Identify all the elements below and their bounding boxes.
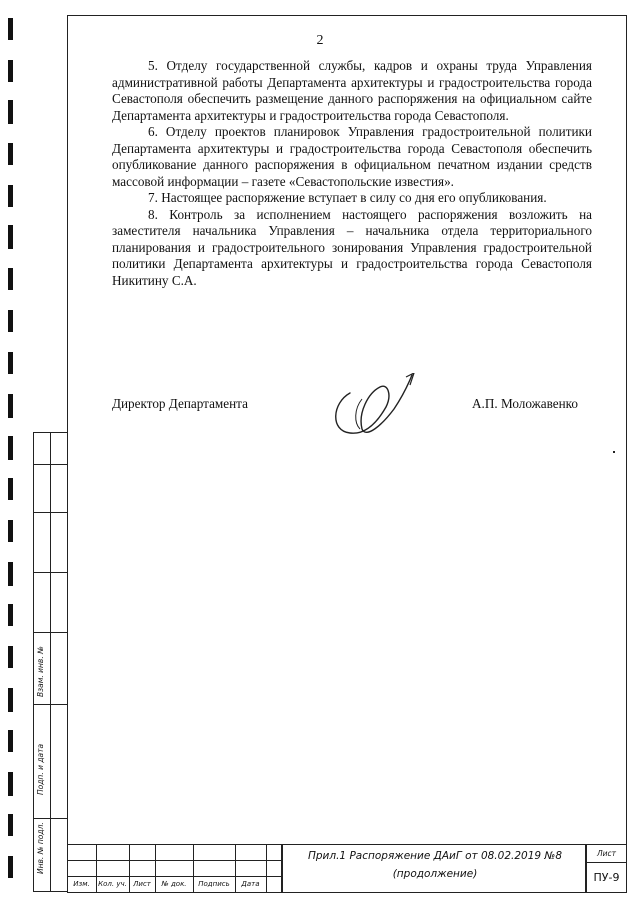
scan-edge-mark bbox=[8, 856, 13, 878]
document-title: Прил.1 Распоряжение ДАиГ от 08.02.2019 №8 bbox=[308, 850, 562, 862]
scan-edge-mark bbox=[8, 268, 13, 290]
scan-edge-mark bbox=[8, 225, 13, 249]
signer-position: Директор Департамента bbox=[112, 396, 248, 411]
page-number: 2 bbox=[316, 33, 324, 48]
sheet-label: Лист bbox=[596, 849, 616, 858]
scan-edge-mark bbox=[8, 436, 13, 460]
sign-date-label: Подп. и дата bbox=[36, 743, 45, 795]
paragraph-6: 6. Отделу проектов планировок Управления градостроительной политики Департамента архитектуры и градостроительства города Севастополя обеспечить опубликование данного распоряжения в официальном печатном издании средств массовой информации – газете «Севастопольские известия». bbox=[112, 124, 592, 189]
tb-header-list: Лист bbox=[133, 880, 151, 888]
scan-edge-mark bbox=[8, 60, 13, 82]
scan-edge-mark bbox=[8, 185, 13, 207]
handwritten-signature bbox=[322, 373, 422, 443]
scan-edge-mark bbox=[8, 143, 13, 165]
tb-row-line bbox=[67, 860, 281, 861]
scan-edge-mark bbox=[8, 772, 13, 796]
tb-header-date: Дата bbox=[241, 880, 260, 888]
scan-edge-mark bbox=[8, 688, 13, 712]
scan-edge-mark bbox=[8, 562, 13, 586]
scan-edge-mark bbox=[8, 730, 13, 752]
tb-col-line bbox=[266, 844, 267, 893]
tb-header-kol-uch: Кол. уч. bbox=[98, 880, 127, 888]
tb-header-doc-no: № док. bbox=[161, 880, 187, 888]
scan-edge-mark bbox=[8, 646, 13, 668]
tb-col-line bbox=[281, 844, 283, 893]
side-cell-1 bbox=[33, 432, 67, 465]
side-cell-2 bbox=[33, 464, 67, 513]
tb-row-line bbox=[67, 876, 281, 877]
scan-edge-mark bbox=[8, 604, 13, 626]
scan-edge-mark bbox=[8, 520, 13, 542]
side-cell-4 bbox=[33, 572, 67, 633]
scan-edge-mark bbox=[8, 100, 13, 124]
scan-edge-mark bbox=[8, 478, 13, 500]
tb-sheet-line bbox=[585, 862, 627, 863]
inv-original-label: Инв. № подл. bbox=[36, 822, 45, 874]
scan-edge-mark bbox=[8, 310, 13, 332]
paragraph-5: 5. Отделу государственной службы, кадров и охраны труда Управления административной работы Департамента архитектуры и градостроительства города Севастополя обеспечить размещение данного распоряжения на официальном сайте Департамента архитектуры и градостроительства города Севастополя. bbox=[112, 58, 592, 123]
tb-header-signature: Подпись bbox=[198, 880, 230, 888]
document-subtitle: (продолжение) bbox=[392, 868, 478, 880]
scan-edge-mark bbox=[8, 814, 13, 836]
document-body bbox=[112, 58, 592, 289]
stray-dot bbox=[613, 451, 615, 453]
side-cell-3 bbox=[33, 512, 67, 573]
scan-edge-mark bbox=[8, 394, 13, 418]
sheet-code: ПУ-9 bbox=[593, 871, 620, 884]
inv-replaced-label: Взам. инв. № bbox=[36, 646, 45, 697]
signer-name: А.П. Моложавенко bbox=[472, 396, 578, 411]
tb-header-izm: Изм. bbox=[73, 880, 90, 888]
signature-block bbox=[112, 393, 592, 413]
paragraph-7: 7. Настоящее распоряжение вступает в силу со дня его опубликования. bbox=[148, 190, 547, 205]
paragraph-8: 8. Контроль за исполнением настоящего распоряжения возложить на заместителя начальника Управления – начальника отдела территориального планирования и градостроительного зонирования Управления градостроительной политики Департамента архитектуры и градостроительства города Севастополя Никитину С.А. bbox=[112, 206, 592, 288]
scan-edge-mark bbox=[8, 352, 13, 374]
